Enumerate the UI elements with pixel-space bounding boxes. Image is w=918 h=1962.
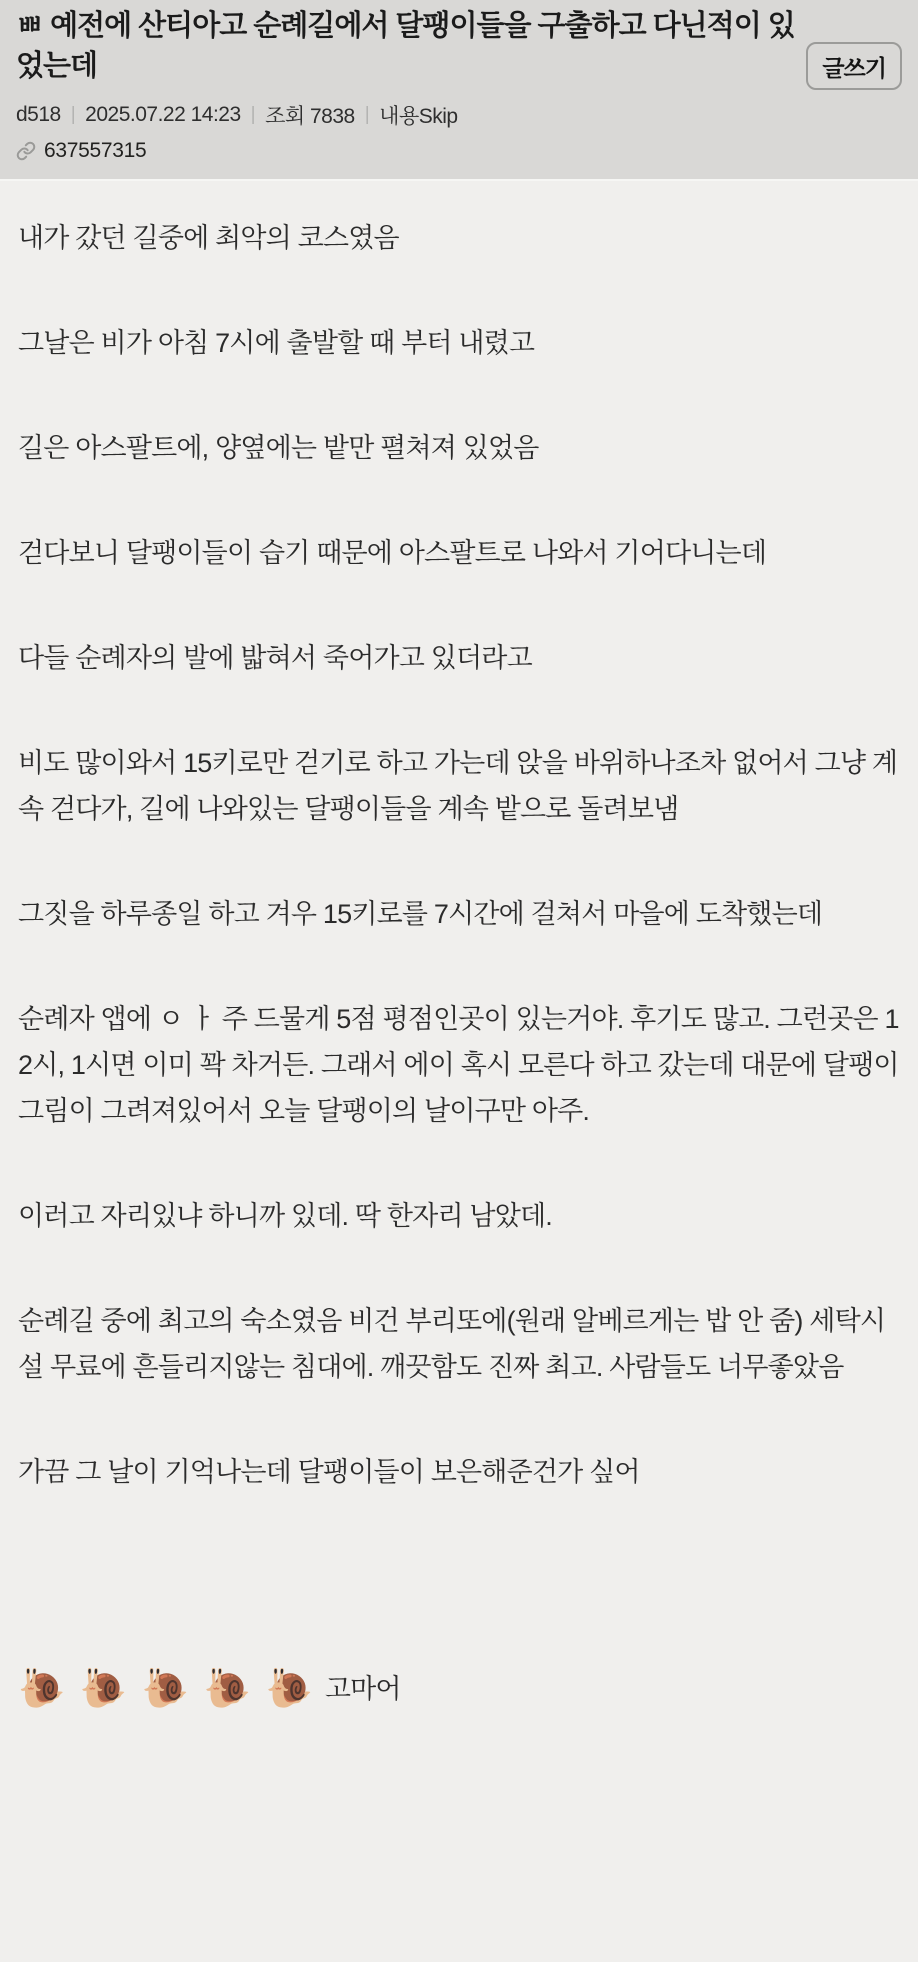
post-meta (16, 100, 902, 130)
view-count: 조회 7838 (265, 105, 355, 128)
paragraph-list (18, 215, 900, 1495)
footer-text: 고마어 (324, 1674, 401, 1704)
write-button[interactable]: 글쓰기 (806, 42, 902, 90)
body-paragraph: 순례자 앱에 ㅇ ㅏ 주 드물게 5점 평점인곳이 있는거야. 후기도 많고. 그런곳은 12시, 1시면 이미 꽉 차거든. 그래서 에이 혹시 모른다 하고 갔는데 대문에 달팽이 그림이 그려져있어서 오늘 달팽이의 날이구만 아주. (18, 1004, 899, 1126)
meta-separator: | (250, 104, 256, 125)
post-title: ㅃ 예전에 산티아고 순례길에서 달팽이들을 구출하고 다닌적이 있었는데 (16, 10, 795, 82)
body-paragraph: 비도 많이와서 15키로만 걷기로 하고 가는데 앉을 바위하나조차 없어서 그냥 계속 걷다가, 길에 나와있는 달팽이들을 계속 밭으로 돌려보냄 (18, 748, 898, 824)
body-paragraph: 그날은 비가 아침 7시에 출발할 때 부터 내렸고 (18, 328, 535, 358)
post-date: 2025.07.22 14:23 (85, 103, 241, 126)
body-paragraph: 내가 갔던 길중에 최악의 코스였음 (18, 223, 399, 253)
footer-line (18, 1554, 900, 1712)
body-paragraph: 길은 아스팔트에, 양옆에는 밭만 펼쳐져 있었음 (18, 433, 539, 463)
link-id: 637557315 (44, 139, 147, 162)
body-paragraph: 가끔 그 날이 기억나는데 달팽이들이 보은해준건가 싶어 (18, 1457, 640, 1487)
post-header (0, 0, 918, 181)
body-paragraph: 걷다보니 달팽이들이 습기 때문에 아스팔트로 나와서 기어다니는데 (18, 538, 767, 568)
link-icon (16, 141, 36, 161)
post-body (0, 181, 918, 1712)
body-paragraph: 이러고 자리있냐 하니까 있데. 딱 한자리 남았데. (18, 1201, 552, 1231)
meta-separator: | (364, 104, 370, 125)
author-name: d518 (16, 103, 61, 126)
body-paragraph: 순례길 중에 최고의 숙소였음 비건 부리또에(원래 알베르게는 밥 안 줌) 세탁시설 무료에 흔들리지않는 침대에. 깨끗함도 진짜 최고. 사람들도 너무좋았음 (18, 1306, 886, 1382)
body-paragraph: 다들 순례자의 발에 밟혀서 죽어가고 있더라고 (18, 643, 532, 673)
post-link-row[interactable] (16, 139, 146, 163)
snail-emojis: 🐌 🐌 🐌 🐌 🐌 (18, 1668, 315, 1710)
body-paragraph: 그짓을 하루종일 하고 겨우 15키로를 7시간에 걸쳐서 마을에 도착했는데 (18, 899, 823, 929)
content-skip-link[interactable]: 내용Skip (379, 105, 458, 128)
meta-separator: | (70, 104, 76, 125)
